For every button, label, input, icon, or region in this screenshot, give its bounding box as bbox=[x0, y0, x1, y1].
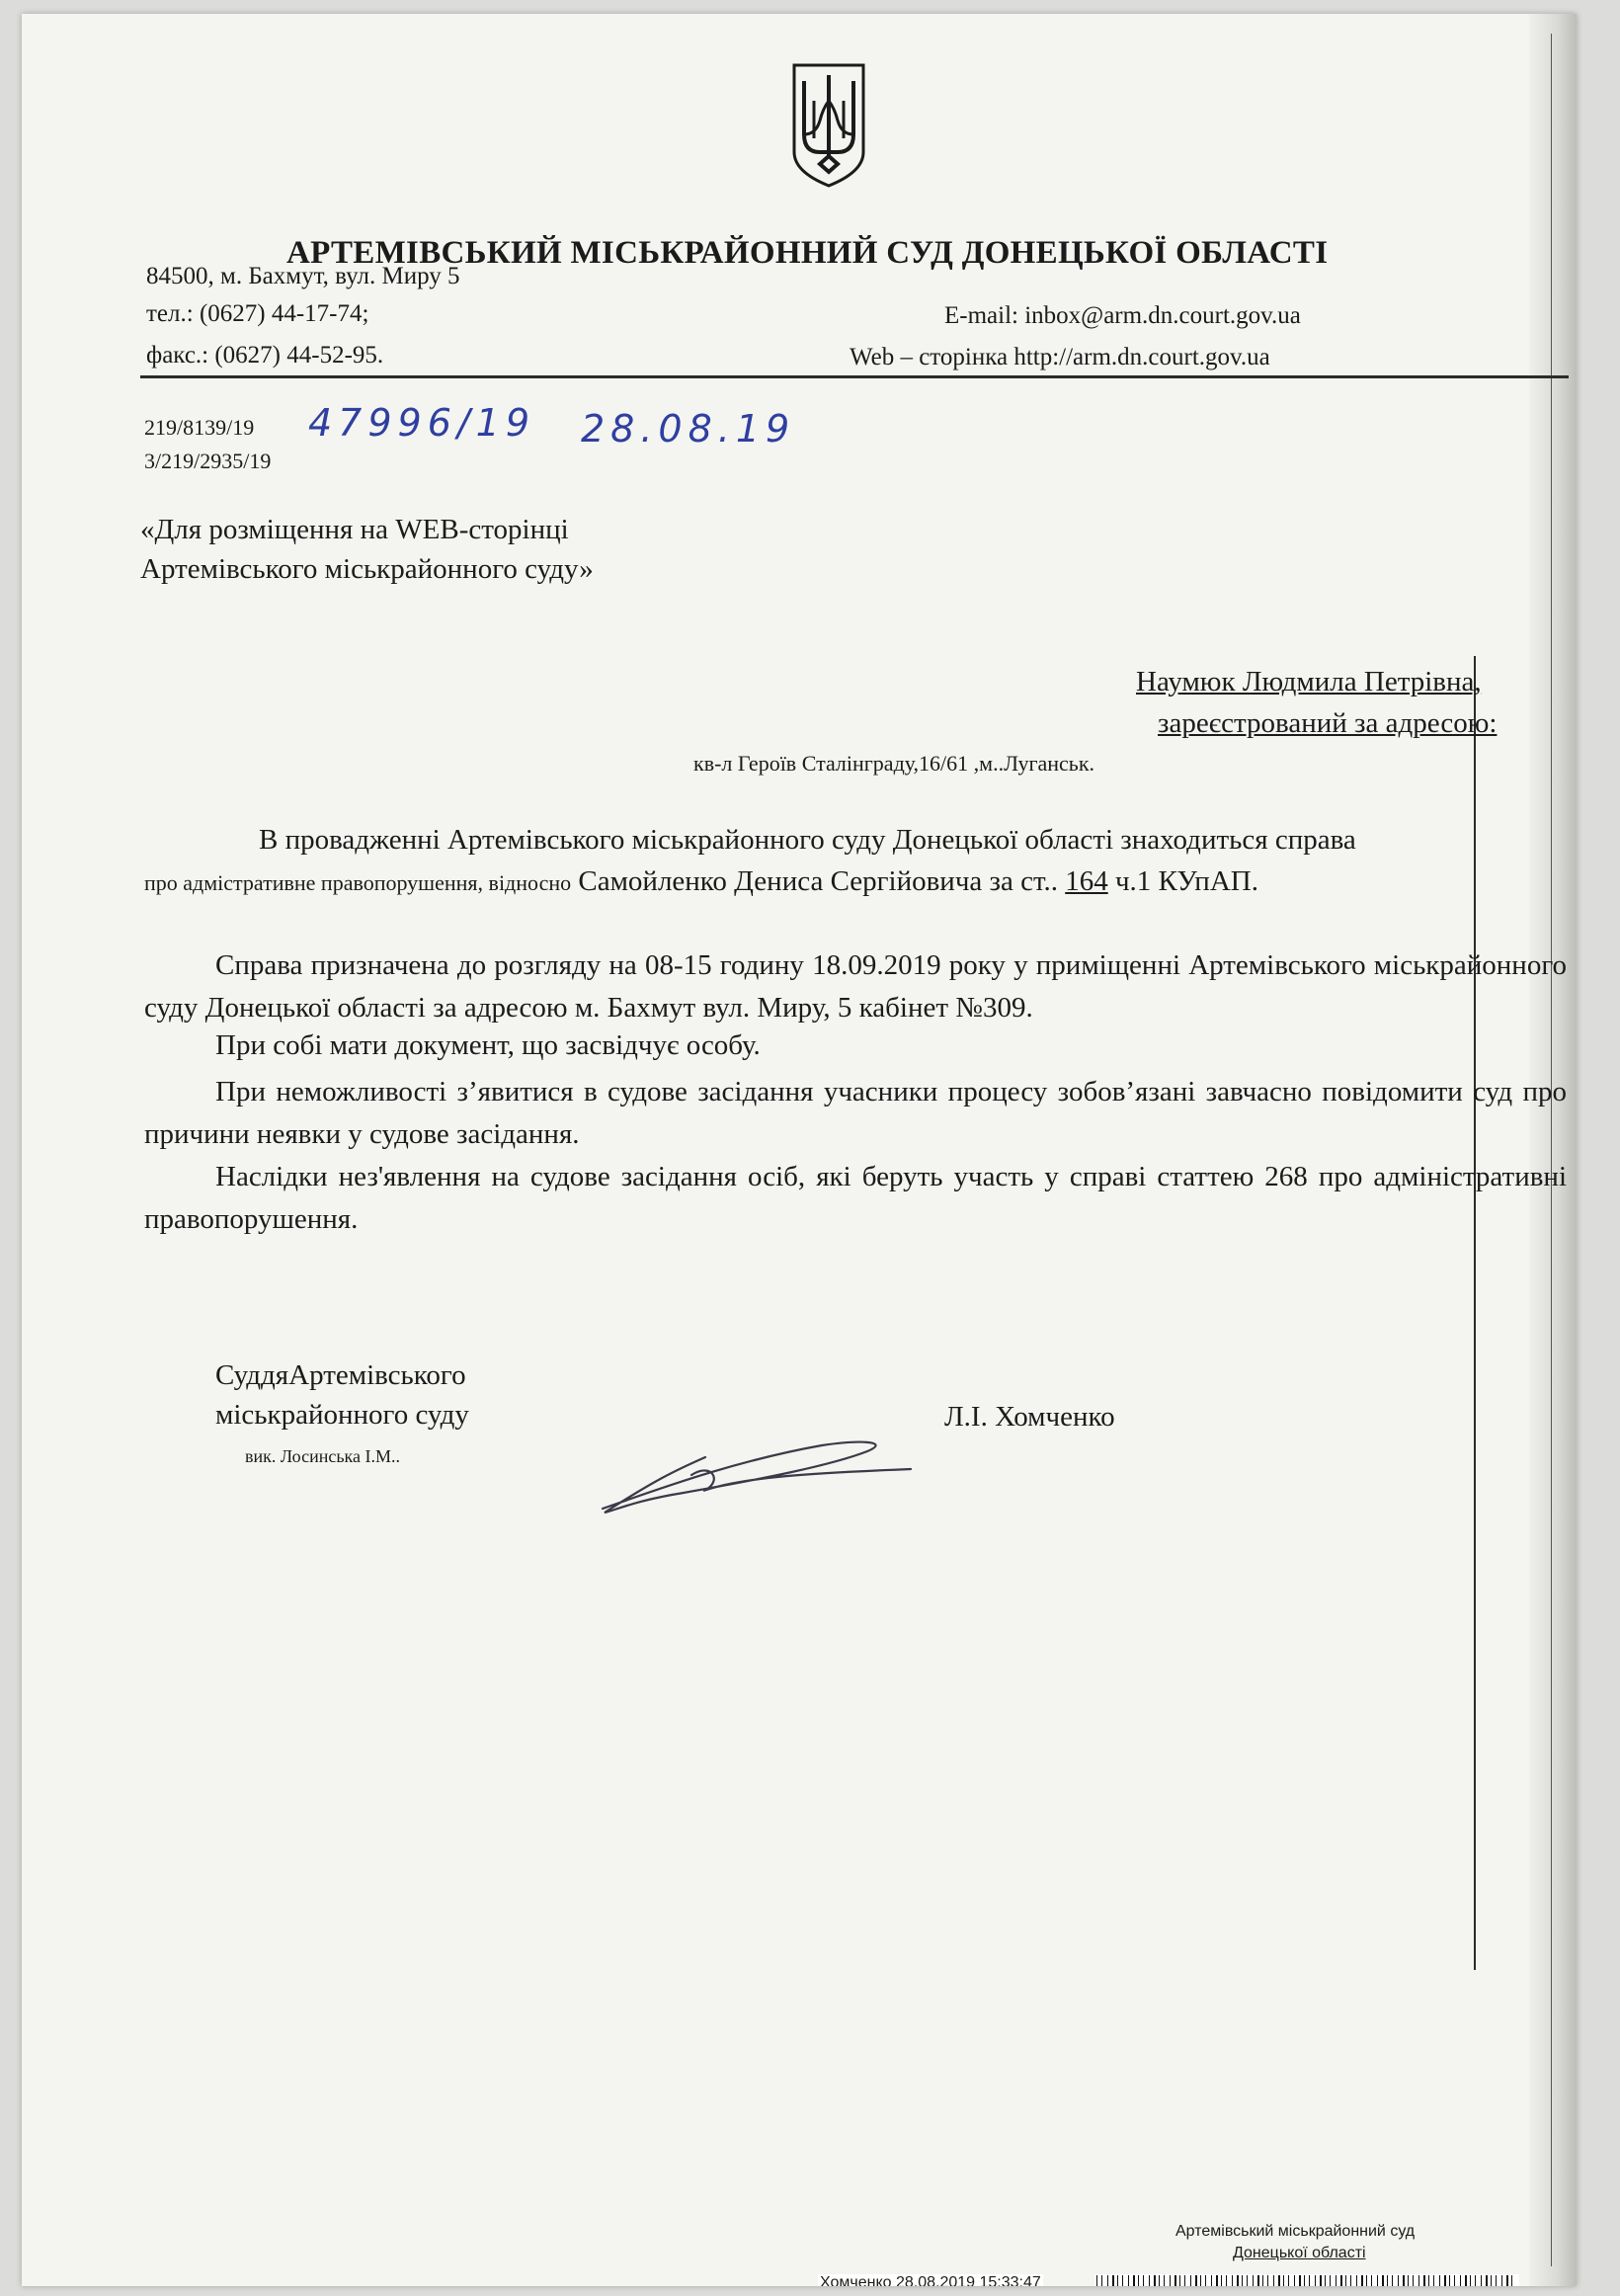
judge-role-line-2: міськрайонного суду bbox=[215, 1399, 469, 1431]
judge-name: Л.І. Хомченко bbox=[944, 1401, 1115, 1433]
recipient-address: кв-л Героїв Сталінграду,16/61 ,м..Луганськ. bbox=[693, 751, 1095, 776]
handwritten-signature bbox=[595, 1422, 921, 1520]
paragraph-1-small-text: про адмістративне правопорушення, відносно bbox=[144, 870, 572, 895]
court-address: 84500, м. Бахмут, вул. Миру 5 bbox=[146, 263, 460, 289]
paragraph-1-line-2 bbox=[144, 865, 1258, 898]
paragraph-consequences: Наслідки нез'явлення на судове засідання осіб, які беруть участь у справі статтею 268 про адміністративні правопорушення. bbox=[144, 1161, 1567, 1235]
paragraph-absence-notice: При неможливості з’явитися в судове засідання учасники процесу зобов’язані завчасно повідомити суд про причини неявки у судове засідання. bbox=[144, 1076, 1567, 1150]
stamp-signature-info: Хомченко 28.08.2019 15:33:47 bbox=[818, 2274, 1043, 2286]
document-page bbox=[22, 14, 1577, 2286]
court-name: АРТЕМІВСЬКИЙ МІСЬКРАЙОННИЙ СУД ДОНЕЦЬКОЇ ОБЛАСТІ bbox=[286, 235, 1329, 271]
executor-name: вик. Лосинська І.М.. bbox=[245, 1446, 400, 1466]
case-number-2: 3/219/2935/19 bbox=[144, 449, 272, 473]
judge-role-line-1: СуддяАртемівського bbox=[215, 1359, 466, 1391]
paragraph-hearing: Справа призначена до розгляду на 08-15 годину 18.09.2019 року у приміщенні Артемівського міськрайонного суду Донецької області за адресою м. Бахмут вул. Миру, 5 кабінет №309. bbox=[144, 949, 1567, 1024]
paragraph-id-document: При собі мати документ, що засвідчує особу. bbox=[215, 1029, 761, 1061]
court-fax: факс.: (0627) 44-52-95. bbox=[146, 342, 384, 369]
court-phone: тел.: (0627) 44-17-74; bbox=[146, 300, 369, 327]
defendant-name: Самойленко Дениса Сергійовича за ст.. bbox=[578, 865, 1058, 897]
court-email: E-mail: inbox@arm.dn.court.gov.ua bbox=[944, 302, 1301, 329]
article-number: 164 bbox=[1065, 865, 1108, 897]
trident-emblem-icon bbox=[790, 61, 867, 190]
stamp-court-name: Артемівський міськрайонний суд bbox=[1175, 2223, 1416, 2240]
web-note-line-1: «Для розміщення на WEB-сторінці bbox=[140, 514, 569, 545]
handwritten-date: 28.08.19 bbox=[581, 407, 796, 451]
handwritten-registration-number: 47996/19 bbox=[308, 401, 536, 445]
scan-fold-line bbox=[1474, 656, 1476, 1970]
recipient-registered: зареєстрований за адресою: bbox=[1158, 707, 1498, 739]
code-reference: ч.1 КУпАП. bbox=[1114, 865, 1258, 897]
header-divider bbox=[140, 375, 1569, 378]
stamp-region: Донецької області bbox=[1233, 2245, 1366, 2261]
court-website: Web – сторінка http://arm.dn.court.gov.ua bbox=[850, 344, 1270, 370]
barcode-icon bbox=[1094, 2274, 1519, 2286]
recipient-name: Наумюк Людмила Петрівна, bbox=[1136, 666, 1482, 697]
paragraph-1-line-1: В провадженні Артемівського міськрайонного суду Донецької області знаходиться справа bbox=[259, 824, 1356, 856]
case-number-1: 219/8139/19 bbox=[144, 415, 255, 440]
web-note-line-2: Артемівського міськрайонного суду» bbox=[140, 553, 594, 585]
